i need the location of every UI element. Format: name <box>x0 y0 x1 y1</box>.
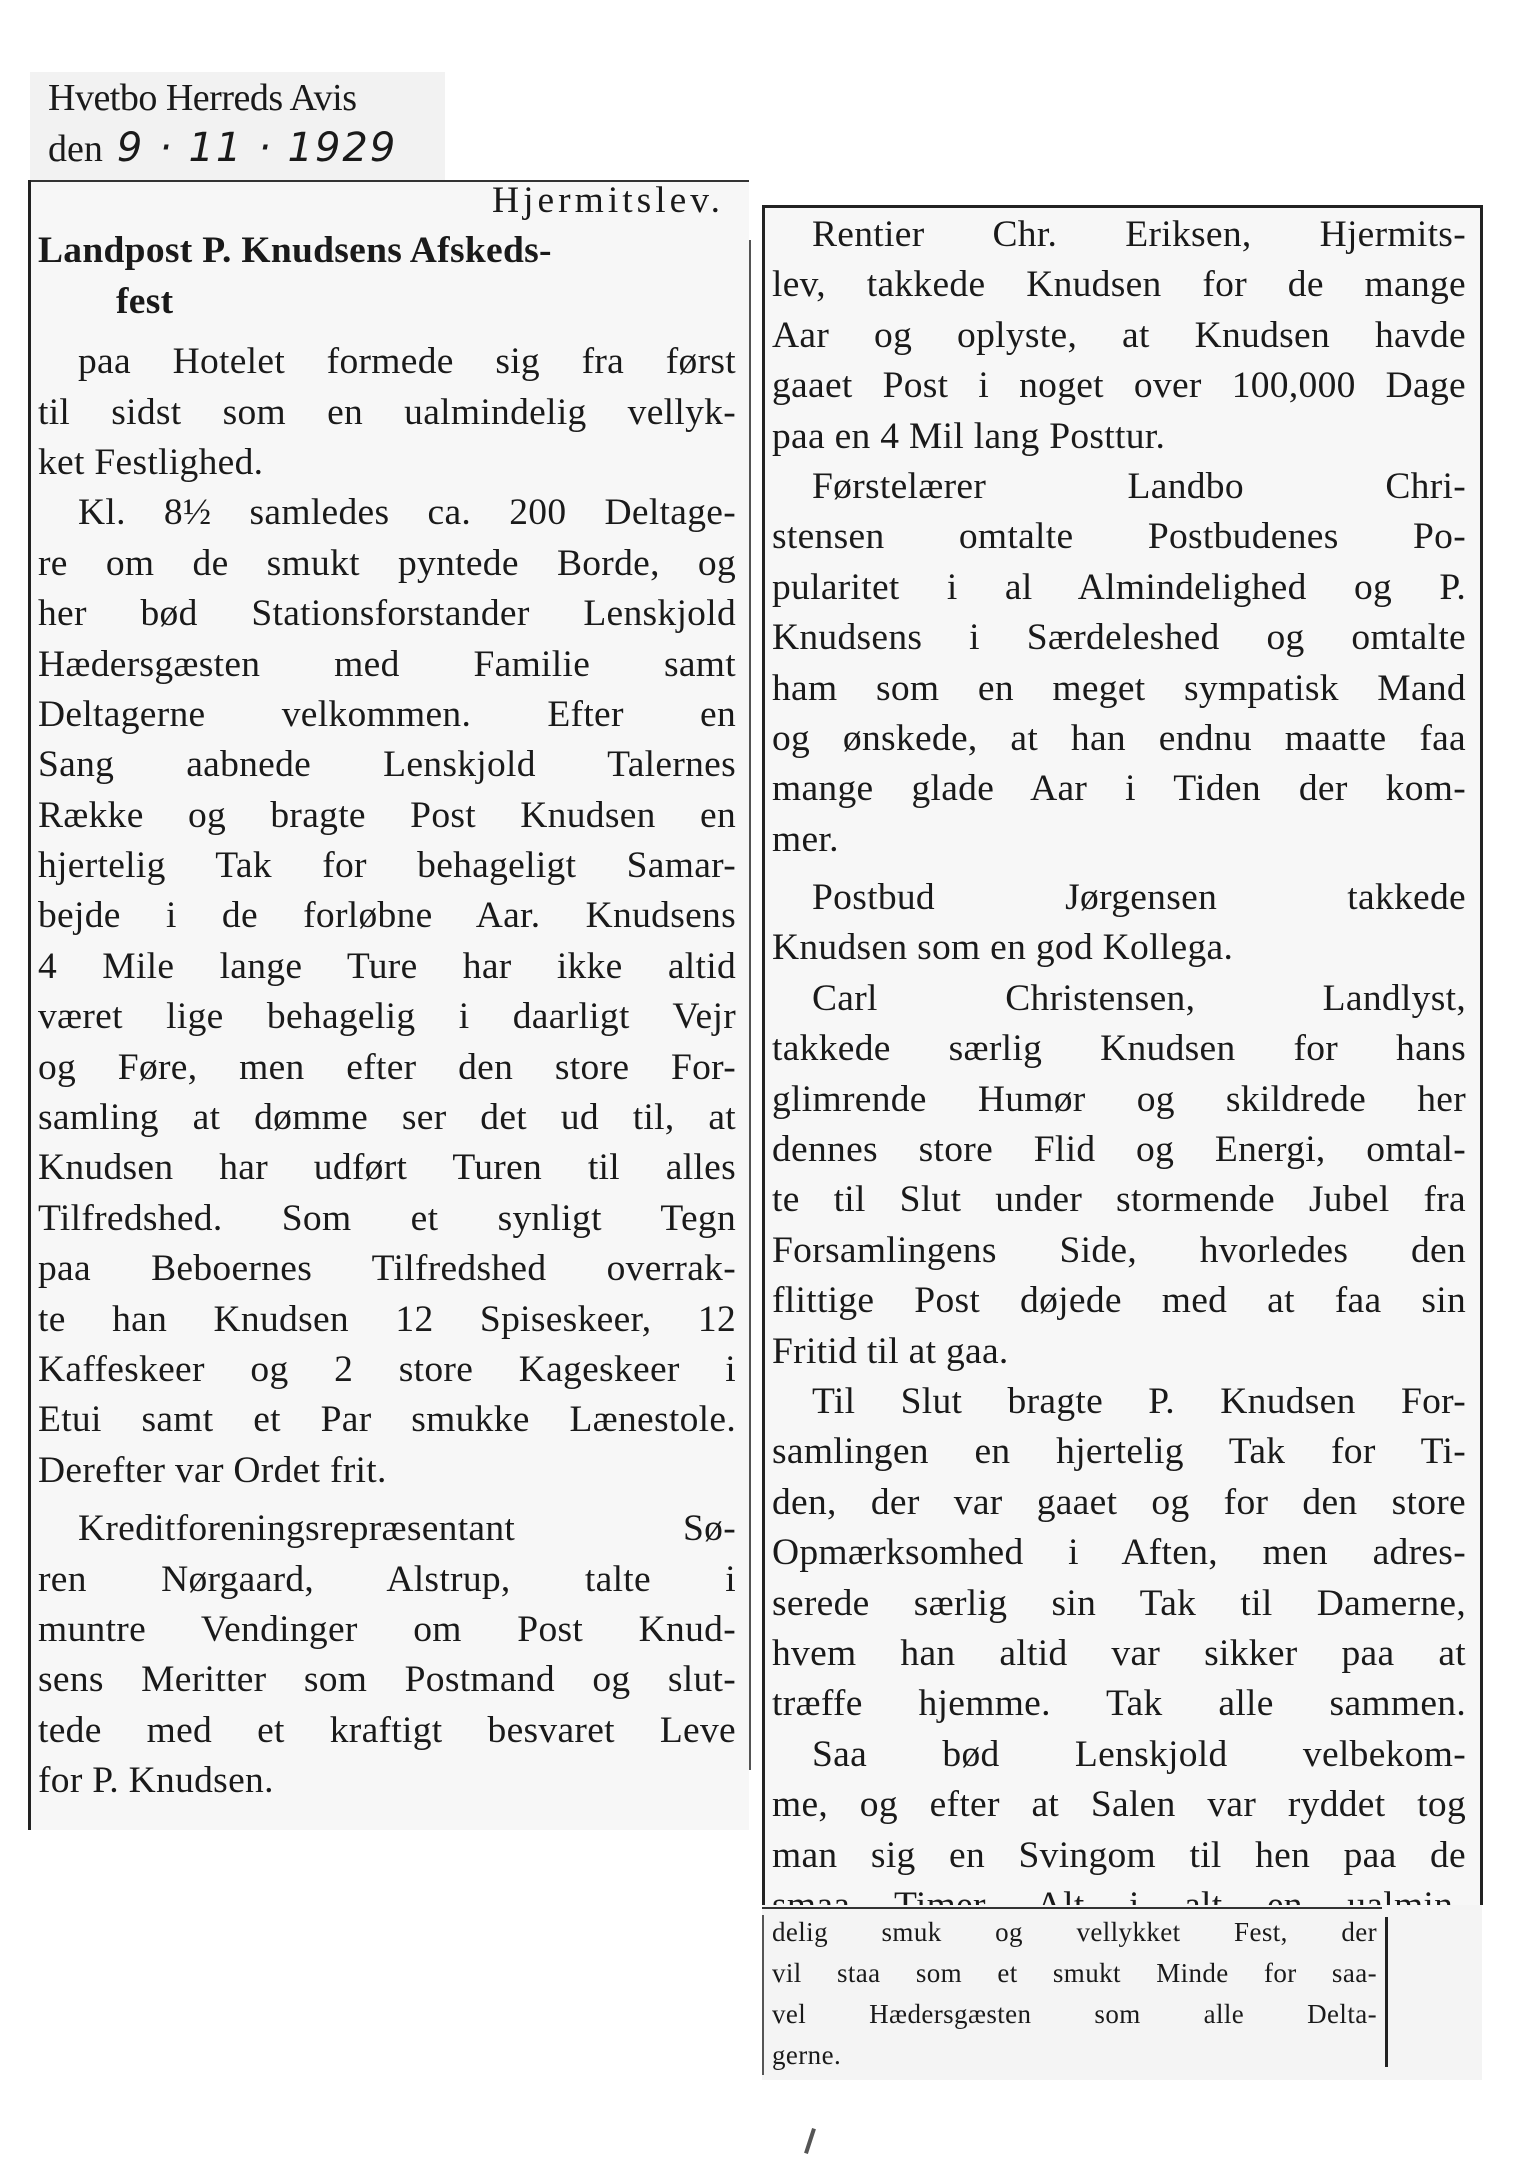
text-line: samlingen en hjertelig Tak for Ti- <box>772 1431 1466 1473</box>
text-line: vel Hædersgæsten som alle Delta- <box>772 1999 1377 2029</box>
text-line: været lige behagelig i daarligt Vejr <box>38 996 736 1038</box>
text-line: Carl Christensen, Landlyst, <box>812 977 1466 1019</box>
text-line: sens Meritter som Postmand og slut- <box>38 1659 736 1701</box>
text-line: delig smuk og vellykket Fest, der <box>772 1917 1377 1947</box>
text-line: Førstelærer Landbo Chri- <box>812 465 1466 507</box>
text-line: og ønskede, at han endnu maatte faa <box>772 717 1466 759</box>
text-line: Knudsen har udført Turen til alles <box>38 1147 736 1189</box>
right-body <box>772 210 1466 1931</box>
text-line: muntre Vendinger om Post Knud- <box>38 1608 736 1650</box>
left-column-rule <box>749 240 751 1770</box>
text-line: Knudsen som en god Kollega. <box>772 927 1234 969</box>
text-line: serede særlig sin Tak til Damerne, <box>772 1582 1466 1624</box>
headline-line-2: fest <box>116 280 174 322</box>
text-line: Hædersgæsten med Familie samt <box>38 643 736 685</box>
text-line: paa en 4 Mil lang Posttur. <box>772 415 1166 457</box>
text-line: for P. Knudsen. <box>38 1760 274 1802</box>
text-line: tede med et kraftigt besvaret Leve <box>38 1709 736 1751</box>
text-line: dennes store Flid og Energi, omtal- <box>772 1129 1466 1171</box>
text-line: Tilfredshed. Som et synligt Tegn <box>38 1197 736 1239</box>
text-line: 4 Mile lange Ture har ikke altid <box>38 945 736 987</box>
text-line: her bød Stationsforstander Lenskjold <box>38 593 736 635</box>
source-label <box>30 72 445 180</box>
text-line: træffe hjemme. Tak alle sammen. <box>772 1683 1466 1725</box>
text-line: lev, takkede Knudsen for de mange <box>772 264 1466 306</box>
text-line: Række og bragte Post Knudsen en <box>38 794 736 836</box>
dateline: Hjermitslev. <box>492 180 724 221</box>
bottom-right-rule <box>1385 1917 1388 2067</box>
text-line: hvem han altid var sikker paa at <box>772 1632 1466 1674</box>
text-line: Etui samt et Par smukke Lænestole. <box>38 1399 736 1441</box>
text-line: gaaet Post i noget over 100,000 Dage <box>772 365 1466 407</box>
bottom-top-rule <box>762 1907 1382 1909</box>
text-line: me, og efter at Salen var ryddet tog <box>772 1784 1466 1826</box>
text-line: Aar og oplyste, at Knudsen havde <box>772 314 1466 356</box>
text-line: vil staa som et smukt Minde for saa- <box>772 1958 1377 1988</box>
text-line: og Føre, men efter den store For- <box>38 1046 736 1088</box>
text-line: re om de smukt pyntede Borde, og <box>38 542 736 584</box>
text-line: glimrende Humør og skildrede her <box>772 1078 1466 1120</box>
text-line: bejde i de forløbne Aar. Knudsens <box>38 895 736 937</box>
newspaper-name: Hvetbo Herreds Avis <box>48 77 357 119</box>
text-line: Kaffeskeer og 2 store Kageskeer i <box>38 1348 736 1390</box>
text-line: ham som en meget sympatisk Mand <box>772 667 1466 709</box>
text-line: Sang aabnede Lenskjold Talernes <box>38 744 736 786</box>
text-line: Forsamlingens Side, hvorledes den <box>772 1229 1466 1271</box>
text-line: Derefter var Ordet frit. <box>38 1449 387 1491</box>
text-line: paa Hotelet formede sig fra først <box>78 341 736 383</box>
right-edge-rule <box>1480 205 1483 1905</box>
right-column <box>772 210 1466 1931</box>
text-line: Postbud Jørgensen takkede <box>812 877 1466 919</box>
bottom-fragment <box>772 1912 1377 2076</box>
text-line: mer. <box>772 818 839 860</box>
text-line: mange glade Aar i Tiden der kom- <box>772 768 1466 810</box>
text-line: Saa bød Lenskjold velbekom- <box>812 1733 1466 1775</box>
text-line: ket Festlighed. <box>38 441 264 483</box>
text-line: flittige Post døjede med at faa sin <box>772 1280 1466 1322</box>
text-line: Opmærksomhed i Aften, men adres- <box>772 1532 1466 1574</box>
left-body <box>38 337 736 1806</box>
text-line: Deltagerne velkommen. Efter en <box>38 693 736 735</box>
text-line: takkede særlig Knudsen for hans <box>772 1028 1466 1070</box>
text-line: den, der var gaaet og for den store <box>772 1481 1466 1523</box>
text-line: Rentier Chr. Eriksen, Hjermits- <box>812 214 1466 255</box>
text-line: til sidst som en ualmindelig vellyk- <box>38 391 736 433</box>
text-line: te til Slut under stormende Jubel fra <box>772 1179 1466 1221</box>
handwritten-date: 9 · 11 · 1929 <box>116 125 398 171</box>
text-line: Til Slut bragte P. Knudsen For- <box>812 1380 1466 1422</box>
headline-line-1: Landpost P. Knudsens Afskeds- <box>38 230 552 272</box>
text-line: Knudsens i Særdeleshed og omtalte <box>772 617 1466 659</box>
text-line: Fritid til at gaa. <box>772 1330 1009 1372</box>
text-line: Kreditforeningsrepræsentant Sø- <box>78 1508 736 1550</box>
text-line: te han Knudsen 12 Spiseskeer, 12 <box>38 1298 736 1340</box>
text-line: gerne. <box>772 2040 842 2070</box>
text-line: pularitet i al Almindelighed og P. <box>772 566 1466 608</box>
text-line: man sig en Svingom til hen paa de <box>772 1834 1466 1876</box>
left-column <box>38 176 736 1807</box>
text-line: stensen omtalte Postbudenes Po- <box>772 516 1466 558</box>
text-line: samling at dømme ser det ud til, at <box>38 1097 736 1139</box>
den-word: den <box>48 128 103 170</box>
right-top-rule <box>765 205 1483 208</box>
pencil-mark <box>804 2128 816 2154</box>
text-line: hjertelig Tak for behageligt Samar- <box>38 845 736 887</box>
text-line: paa Beboernes Tilfredshed overrak- <box>38 1248 736 1290</box>
text-line: ren Nørgaard, Alstrup, talte i <box>38 1558 736 1600</box>
bottom-left-rule <box>762 1915 764 2075</box>
date-line <box>48 126 397 171</box>
text-line: Kl. 8½ samledes ca. 200 Deltage- <box>78 492 736 534</box>
